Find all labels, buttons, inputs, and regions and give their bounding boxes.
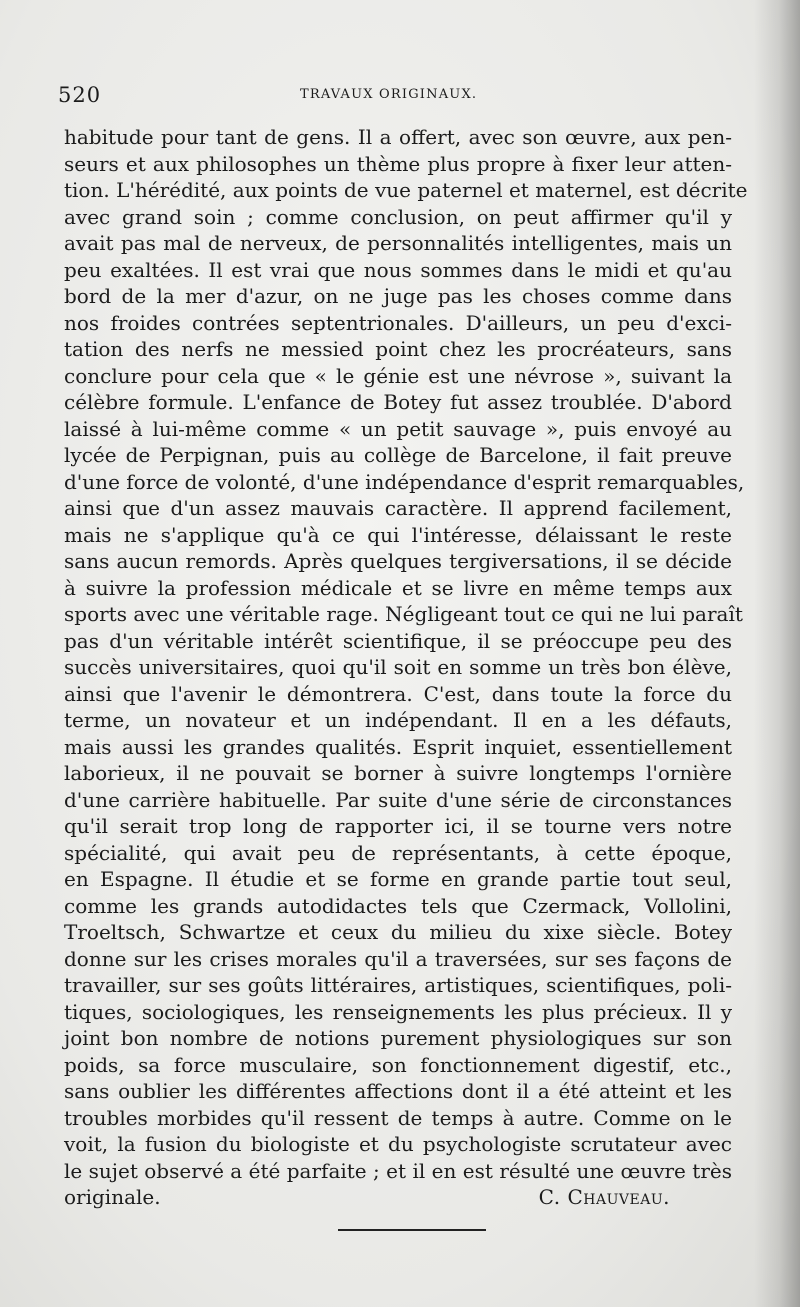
- closing-row: [64, 1184, 732, 1211]
- running-head: TRAVAUX ORIGINAUX.: [300, 87, 478, 102]
- end-rule: [338, 1229, 486, 1231]
- text-line: lycée de Perpignan, puis au collège de Barcelone, il fait preuve: [64, 443, 732, 467]
- text-line: bord de la mer d'azur, on ne juge pas les choses comme dans: [64, 284, 732, 308]
- text-line: mais ne s'applique qu'à ce qui l'intéresse, délaissant le reste: [64, 522, 732, 547]
- text-line: travailler, sur ses goûts littéraires, artistiques, scientifiques, poli-: [64, 973, 732, 997]
- text-line: laissé à lui-même comme « un petit sauvage », puis envoyé au: [64, 416, 732, 441]
- text-line: peu exaltées. Il est vrai que nous sommes dans le midi et qu'au: [64, 257, 732, 282]
- text-line: ainsi que d'un assez mauvais caractère. Il apprend facilement,: [64, 496, 732, 520]
- text-line: tation des nerfs ne messied point chez les procréateurs, sans: [64, 337, 732, 361]
- text-line: avait pas mal de nerveux, de personnalités intelligentes, mais un: [64, 231, 732, 255]
- text-line: en Espagne. Il étudie et se forme en grande partie tout seul,: [64, 867, 732, 891]
- text-line: habitude pour tant de gens. Il a offert, avec son œuvre, aux pen-: [64, 125, 732, 149]
- text-line: seurs et aux philosophes un thème plus propre à fixer leur atten-: [64, 151, 732, 176]
- page-number: 520: [58, 83, 102, 107]
- text-line: laborieux, il ne pouvait se borner à suivre longtemps l'ornière: [64, 761, 732, 785]
- text-line: sports avec une véritable rage. Négligeant tout ce qui ne lui paraît: [64, 602, 743, 626]
- text-line: nos froides contrées septentrionales. D'ailleurs, un peu d'exci-: [64, 310, 732, 335]
- text-line: troubles morbides qu'il ressent de temps à autre. Comme on le: [64, 1105, 732, 1130]
- text-line: conclure pour cela que « le génie est une névrose », suivant la: [64, 363, 732, 388]
- page-edge-shadow: [754, 0, 800, 1307]
- text-line: mais aussi les grandes qualités. Esprit inquiet, essentiellement: [64, 734, 732, 759]
- text-line: à suivre la profession médicale et se livre en même temps aux: [64, 575, 732, 600]
- text-line: poids, sa force musculaire, son fonctionnement digestif, etc.,: [64, 1052, 732, 1077]
- page-header: [58, 82, 738, 108]
- text-line: tiques, sociologiques, les renseignements les plus précieux. Il y: [64, 999, 732, 1024]
- text-line: tion. L'hérédité, aux points de vue paternel et maternel, est décrite: [64, 178, 748, 202]
- text-line: sans aucun remords. Après quelques tergiversations, il se décide: [64, 549, 732, 573]
- text-line: d'une force de volonté, d'une indépendance d'esprit remarquables,: [64, 469, 745, 494]
- text-line: pas d'un véritable intérêt scientifique, il se préoccupe peu des: [64, 628, 732, 653]
- text-line: le sujet observé a été parfaite ; et il en est résulté une œuvre très: [64, 1158, 732, 1183]
- closing-word: originale.: [64, 1185, 161, 1209]
- text-line: avec grand soin ; comme conclusion, on peut affirmer qu'il y: [64, 204, 732, 229]
- author-signature: C. Chauveau.: [538, 1185, 670, 1209]
- text-line: comme les grands autodidactes tels que Czermack, Vollolini,: [64, 893, 732, 918]
- text-line: voit, la fusion du biologiste et du psychologiste scrutateur avec: [64, 1132, 732, 1156]
- text-line: spécialité, qui avait peu de représentants, à cette époque,: [64, 840, 732, 865]
- text-line: terme, un novateur et un indépendant. Il en a les défauts,: [64, 708, 732, 732]
- text-line: sans oublier les différentes affections dont il a été atteint et les: [64, 1079, 732, 1103]
- text-line: ainsi que l'avenir le démontrera. C'est, dans toute la force du: [64, 681, 732, 706]
- text-line: qu'il serait trop long de rapporter ici, il se tourne vers notre: [64, 814, 732, 838]
- text-line: joint bon nombre de notions purement physiologiques sur son: [64, 1026, 732, 1050]
- body-text: [64, 124, 748, 1211]
- text-line: célèbre formule. L'enfance de Botey fut assez troublée. D'abord: [64, 390, 732, 414]
- text-line: succès universitaires, quoi qu'il soit en somme un très bon élève,: [64, 655, 732, 679]
- text-line: donne sur les crises morales qu'il a traversées, sur ses façons de: [64, 946, 732, 971]
- text-line: d'une carrière habituelle. Par suite d'une série de circonstances: [64, 787, 732, 812]
- text-line: Troeltsch, Schwartze et ceux du milieu du xixe siècle. Botey: [64, 920, 732, 944]
